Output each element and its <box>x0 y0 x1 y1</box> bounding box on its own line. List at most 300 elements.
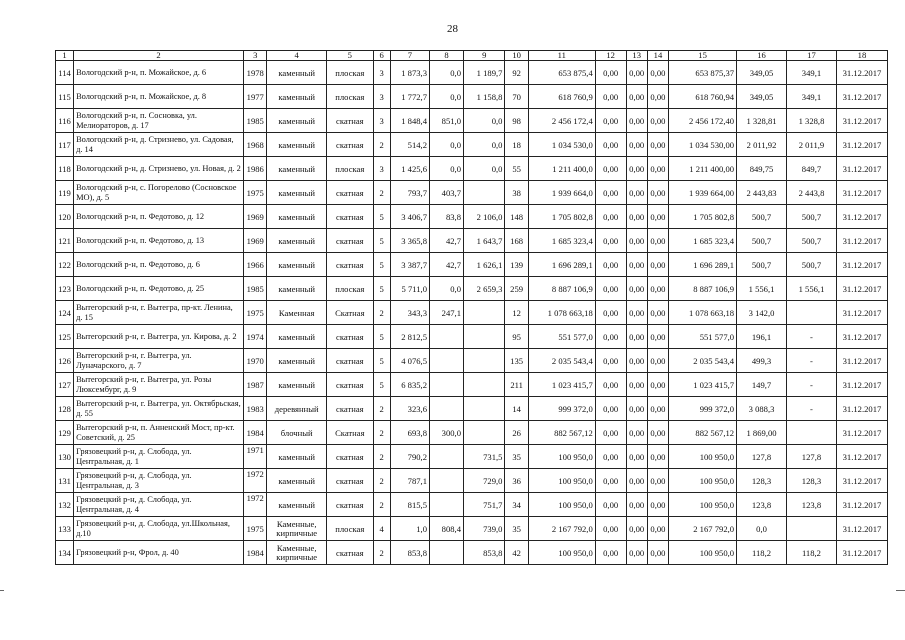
cell-col12-value: 0,00 <box>595 181 626 205</box>
cell-floors: 2 <box>373 301 390 325</box>
cell-deadline-date: 31.12.2017 <box>836 301 887 325</box>
cell-area-col8 <box>430 445 464 469</box>
cell-total-cost: 999 372,0 <box>669 397 737 421</box>
cell-deadline-date: 31.12.2017 <box>836 109 887 133</box>
cell-address: Вологодский р-н, п. Федотово, д. 12 <box>74 205 244 229</box>
table-row <box>56 157 888 181</box>
cell-col13-value: 0,00 <box>626 421 647 445</box>
cell-total-cost: 2 035 543,4 <box>669 349 737 373</box>
table-row <box>56 421 888 445</box>
cell-col12-value: 0,00 <box>595 205 626 229</box>
cell-area-col8: 0,0 <box>430 85 464 109</box>
cell-col14-value: 0,00 <box>647 301 668 325</box>
cell-area-col9: 1 643,7 <box>464 229 505 253</box>
cell-floors: 2 <box>373 421 390 445</box>
cell-year-built: 1975 <box>244 517 267 541</box>
column-header-1: 1 <box>56 51 74 61</box>
column-header-9: 9 <box>464 51 505 61</box>
cell-wall-material: каменный <box>267 445 327 469</box>
cell-deadline-date: 31.12.2017 <box>836 325 887 349</box>
cell-total-cost: 1 705 802,8 <box>669 205 737 229</box>
housing-registry-table <box>55 50 888 565</box>
cell-total-area: 3 406,7 <box>390 205 429 229</box>
cell-deadline-date: 31.12.2017 <box>836 277 887 301</box>
cell-area-col8 <box>430 325 464 349</box>
table-row <box>56 397 888 421</box>
cell-col12-value: 0,00 <box>595 109 626 133</box>
cell-cost-per-sqm: 3 088,3 <box>737 397 787 421</box>
page-edge-left <box>0 590 4 591</box>
cell-col12-value: 0,00 <box>595 445 626 469</box>
cell-cost: 618 760,9 <box>528 85 595 109</box>
cell-deadline-date: 31.12.2017 <box>836 349 887 373</box>
cell-residents: 14 <box>505 397 528 421</box>
cell-year-built: 1987 <box>244 373 267 397</box>
cell-year-built: 1975 <box>244 181 267 205</box>
cell-roof-type: скатная <box>326 229 373 253</box>
cell-roof-type: плоская <box>326 277 373 301</box>
cell-total-cost: 1 034 530,00 <box>669 133 737 157</box>
cell-deadline-date: 31.12.2017 <box>836 229 887 253</box>
cell-area-col8: 0,0 <box>430 61 464 85</box>
cell-floors: 3 <box>373 85 390 109</box>
cell-area-col8: 0,0 <box>430 133 464 157</box>
cell-col13-value: 0,00 <box>626 493 647 517</box>
cell-wall-material: каменный <box>267 253 327 277</box>
cell-limit-value: 500,7 <box>787 229 837 253</box>
column-header-12: 12 <box>595 51 626 61</box>
column-header-15: 15 <box>669 51 737 61</box>
cell-col14-value: 0,00 <box>647 373 668 397</box>
cell-roof-type: плоская <box>326 61 373 85</box>
cell-limit-value: 500,7 <box>787 205 837 229</box>
cell-col14-value: 0,00 <box>647 541 668 565</box>
cell-residents: 18 <box>505 133 528 157</box>
cell-wall-material: каменный <box>267 373 327 397</box>
cell-total-cost: 8 887 106,9 <box>669 277 737 301</box>
cell-cost: 2 456 172,4 <box>528 109 595 133</box>
cell-limit-value <box>787 517 837 541</box>
cell-area-col9: 739,0 <box>464 517 505 541</box>
cell-area-col8: 0,0 <box>430 157 464 181</box>
cell-roof-type: плоская <box>326 85 373 109</box>
cell-col12-value: 0,00 <box>595 421 626 445</box>
cell-row-number: 125 <box>56 325 74 349</box>
cell-address: Вологодский р-н, п. Можайское, д. 8 <box>74 85 244 109</box>
cell-residents: 92 <box>505 61 528 85</box>
cell-cost: 100 950,0 <box>528 493 595 517</box>
table-row <box>56 253 888 277</box>
cell-col13-value: 0,00 <box>626 277 647 301</box>
cell-year-built: 1975 <box>244 301 267 325</box>
cell-col13-value: 0,00 <box>626 373 647 397</box>
cell-total-area: 787,1 <box>390 469 429 493</box>
cell-col14-value: 0,00 <box>647 469 668 493</box>
cell-area-col9: 853,8 <box>464 541 505 565</box>
column-header-10: 10 <box>505 51 528 61</box>
cell-col12-value: 0,00 <box>595 493 626 517</box>
cell-residents: 168 <box>505 229 528 253</box>
cell-col14-value: 0,00 <box>647 85 668 109</box>
cell-col13-value: 0,00 <box>626 205 647 229</box>
cell-col13-value: 0,00 <box>626 397 647 421</box>
cell-row-number: 126 <box>56 349 74 373</box>
cell-total-area: 693,8 <box>390 421 429 445</box>
cell-wall-material: деревянный <box>267 397 327 421</box>
cell-address: Вологодский р-н, п. Сосновка, ул. Мелиораторов, д. 17 <box>74 109 244 133</box>
cell-address: Вытегорский р-н, г. Вытегра, ул. Октябрьская, д. 55 <box>74 397 244 421</box>
cell-col13-value: 0,00 <box>626 157 647 181</box>
cell-area-col9: 0,0 <box>464 157 505 181</box>
column-header-18: 18 <box>836 51 887 61</box>
cell-address: Грязовецкий р-н, д. Слобода, ул. Центральная, д. 1 <box>74 445 244 469</box>
cell-area-col9: 751,7 <box>464 493 505 517</box>
cell-wall-material: каменный <box>267 229 327 253</box>
cell-col14-value: 0,00 <box>647 229 668 253</box>
cell-limit-value: - <box>787 325 837 349</box>
cell-limit-value: 1 328,8 <box>787 109 837 133</box>
cell-roof-type: скатная <box>326 469 373 493</box>
cell-year-built: 1970 <box>244 349 267 373</box>
cell-total-area: 343,3 <box>390 301 429 325</box>
cell-area-col8: 403,7 <box>430 181 464 205</box>
cell-residents: 98 <box>505 109 528 133</box>
cell-deadline-date: 31.12.2017 <box>836 157 887 181</box>
cell-year-built: 1972 <box>244 469 267 493</box>
cell-col12-value: 0,00 <box>595 157 626 181</box>
cell-floors: 5 <box>373 229 390 253</box>
cell-col13-value: 0,00 <box>626 133 647 157</box>
cell-area-col9: 2 106,0 <box>464 205 505 229</box>
cell-total-cost: 653 875,37 <box>669 61 737 85</box>
cell-roof-type: скатная <box>326 205 373 229</box>
cell-year-built: 1985 <box>244 109 267 133</box>
cell-wall-material: Каменная <box>267 301 327 325</box>
cell-cost: 1 939 664,0 <box>528 181 595 205</box>
cell-year-built: 1984 <box>244 421 267 445</box>
cell-cost: 1 023 415,7 <box>528 373 595 397</box>
column-header-13: 13 <box>626 51 647 61</box>
column-header-5: 5 <box>326 51 373 61</box>
cell-area-col9: 731,5 <box>464 445 505 469</box>
cell-total-cost: 100 950,0 <box>669 493 737 517</box>
cell-area-col9: 1 189,7 <box>464 61 505 85</box>
cell-area-col9 <box>464 301 505 325</box>
cell-row-number: 119 <box>56 181 74 205</box>
table-row <box>56 85 888 109</box>
cell-floors: 3 <box>373 157 390 181</box>
cell-total-cost: 100 950,0 <box>669 469 737 493</box>
cell-total-cost: 618 760,94 <box>669 85 737 109</box>
cell-col14-value: 0,00 <box>647 493 668 517</box>
cell-col14-value: 0,00 <box>647 253 668 277</box>
cell-limit-value: 349,1 <box>787 85 837 109</box>
cell-total-area: 790,2 <box>390 445 429 469</box>
cell-total-cost: 2 456 172,40 <box>669 109 737 133</box>
cell-cost-per-sqm: 849,75 <box>737 157 787 181</box>
table-row <box>56 277 888 301</box>
cell-residents: 259 <box>505 277 528 301</box>
cell-area-col8: 851,0 <box>430 109 464 133</box>
column-header-6: 6 <box>373 51 390 61</box>
cell-limit-value: 127,8 <box>787 445 837 469</box>
cell-total-area: 1,0 <box>390 517 429 541</box>
cell-roof-type: скатная <box>326 181 373 205</box>
cell-total-cost: 1 939 664,00 <box>669 181 737 205</box>
cell-floors: 2 <box>373 493 390 517</box>
cell-area-col8 <box>430 373 464 397</box>
cell-address: Вологодский р-н, д. Стризнево, ул. Садовая, д. 14 <box>74 133 244 157</box>
table-row <box>56 229 888 253</box>
table-row <box>56 541 888 565</box>
cell-deadline-date: 31.12.2017 <box>836 469 887 493</box>
cell-cost-per-sqm: 3 142,0 <box>737 301 787 325</box>
cell-cost: 100 950,0 <box>528 469 595 493</box>
cell-wall-material: каменный <box>267 61 327 85</box>
cell-floors: 2 <box>373 445 390 469</box>
cell-limit-value <box>787 421 837 445</box>
column-header-4: 4 <box>267 51 327 61</box>
cell-residents: 148 <box>505 205 528 229</box>
cell-col14-value: 0,00 <box>647 205 668 229</box>
cell-wall-material: блочный <box>267 421 327 445</box>
table-row <box>56 133 888 157</box>
cell-year-built: 1974 <box>244 325 267 349</box>
cell-total-area: 5 711,0 <box>390 277 429 301</box>
cell-area-col9: 2 659,3 <box>464 277 505 301</box>
cell-cost-per-sqm: 500,7 <box>737 229 787 253</box>
cell-address: Вологодский р-н, п. Федотово, д. 6 <box>74 253 244 277</box>
cell-limit-value: 2 443,8 <box>787 181 837 205</box>
cell-deadline-date: 31.12.2017 <box>836 181 887 205</box>
cell-row-number: 122 <box>56 253 74 277</box>
cell-floors: 2 <box>373 469 390 493</box>
table-row <box>56 469 888 493</box>
cell-total-area: 1 425,6 <box>390 157 429 181</box>
cell-area-col8: 247,1 <box>430 301 464 325</box>
cell-deadline-date: 31.12.2017 <box>836 517 887 541</box>
cell-cost-per-sqm: 349,05 <box>737 85 787 109</box>
cell-wall-material: каменный <box>267 157 327 181</box>
cell-area-col9: 1 158,8 <box>464 85 505 109</box>
cell-floors: 2 <box>373 181 390 205</box>
cell-limit-value: - <box>787 397 837 421</box>
cell-year-built: 1966 <box>244 253 267 277</box>
cell-cost-per-sqm: 500,7 <box>737 205 787 229</box>
cell-total-area: 514,2 <box>390 133 429 157</box>
cell-row-number: 115 <box>56 85 74 109</box>
cell-cost-per-sqm: 128,3 <box>737 469 787 493</box>
cell-area-col9 <box>464 325 505 349</box>
cell-wall-material: каменный <box>267 181 327 205</box>
column-header-2: 2 <box>74 51 244 61</box>
cell-total-area: 3 387,7 <box>390 253 429 277</box>
cell-address: Вытегорский р-н, г. Вытегра, пр-кт. Ленина, д. 15 <box>74 301 244 325</box>
cell-roof-type: Скатная <box>326 301 373 325</box>
cell-limit-value: 349,1 <box>787 61 837 85</box>
cell-residents: 26 <box>505 421 528 445</box>
cell-total-cost: 1 023 415,7 <box>669 373 737 397</box>
cell-area-col8: 42,7 <box>430 253 464 277</box>
cell-limit-value: 128,3 <box>787 469 837 493</box>
cell-area-col9: 729,0 <box>464 469 505 493</box>
cell-total-cost: 1 078 663,18 <box>669 301 737 325</box>
cell-col14-value: 0,00 <box>647 517 668 541</box>
cell-total-cost: 1 685 323,4 <box>669 229 737 253</box>
cell-cost-per-sqm: 118,2 <box>737 541 787 565</box>
cell-col13-value: 0,00 <box>626 85 647 109</box>
column-header-17: 17 <box>787 51 837 61</box>
cell-floors: 5 <box>373 325 390 349</box>
column-header-14: 14 <box>647 51 668 61</box>
cell-cost: 1 705 802,8 <box>528 205 595 229</box>
cell-cost: 1 078 663,18 <box>528 301 595 325</box>
cell-cost: 1 685 323,4 <box>528 229 595 253</box>
column-header-16: 16 <box>737 51 787 61</box>
cell-cost: 551 577,0 <box>528 325 595 349</box>
cell-col13-value: 0,00 <box>626 253 647 277</box>
table-row <box>56 445 888 469</box>
cell-area-col8: 300,0 <box>430 421 464 445</box>
cell-roof-type: скатная <box>326 133 373 157</box>
cell-area-col9 <box>464 373 505 397</box>
cell-total-area: 1 772,7 <box>390 85 429 109</box>
cell-row-number: 120 <box>56 205 74 229</box>
cell-year-built: 1983 <box>244 397 267 421</box>
cell-address: Грязовецкий р-н, д. Слобода, ул. Центральная, д. 3 <box>74 469 244 493</box>
cell-address: Вологодский р-н, с. Погорелово (Сосновское МО), д. 5 <box>74 181 244 205</box>
cell-cost-per-sqm: 499,3 <box>737 349 787 373</box>
cell-row-number: 134 <box>56 541 74 565</box>
table-row <box>56 61 888 85</box>
cell-residents: 35 <box>505 445 528 469</box>
cell-roof-type: скатная <box>326 325 373 349</box>
cell-cost: 653 875,4 <box>528 61 595 85</box>
cell-floors: 2 <box>373 397 390 421</box>
cell-residents: 34 <box>505 493 528 517</box>
cell-cost: 2 035 543,4 <box>528 349 595 373</box>
cell-area-col9: 1 626,1 <box>464 253 505 277</box>
cell-col12-value: 0,00 <box>595 397 626 421</box>
cell-year-built: 1972 <box>244 493 267 517</box>
cell-floors: 5 <box>373 253 390 277</box>
cell-col14-value: 0,00 <box>647 325 668 349</box>
cell-year-built: 1969 <box>244 205 267 229</box>
cell-row-number: 128 <box>56 397 74 421</box>
cell-floors: 5 <box>373 373 390 397</box>
table-row <box>56 301 888 325</box>
cell-address: Грязовецкий р-н, д. Слобода, ул.Школьная, д.10 <box>74 517 244 541</box>
cell-address: Вологодский р-н, п. Федотово, д. 25 <box>74 277 244 301</box>
cell-cost: 882 567,12 <box>528 421 595 445</box>
cell-wall-material: каменный <box>267 493 327 517</box>
cell-cost: 999 372,0 <box>528 397 595 421</box>
cell-year-built: 1968 <box>244 133 267 157</box>
cell-deadline-date: 31.12.2017 <box>836 253 887 277</box>
cell-year-built: 1978 <box>244 61 267 85</box>
cell-roof-type: скатная <box>326 349 373 373</box>
cell-col13-value: 0,00 <box>626 517 647 541</box>
cell-residents: 36 <box>505 469 528 493</box>
cell-area-col8 <box>430 493 464 517</box>
cell-limit-value: - <box>787 349 837 373</box>
cell-row-number: 114 <box>56 61 74 85</box>
cell-total-area: 815,5 <box>390 493 429 517</box>
cell-cost: 1 696 289,1 <box>528 253 595 277</box>
cell-year-built: 1985 <box>244 277 267 301</box>
cell-cost-per-sqm: 0,0 <box>737 517 787 541</box>
cell-col13-value: 0,00 <box>626 469 647 493</box>
cell-roof-type: плоская <box>326 157 373 181</box>
cell-address: Вологодский р-н, д. Стризнево, ул. Новая, д. 2 <box>74 157 244 181</box>
cell-cost-per-sqm: 196,1 <box>737 325 787 349</box>
cell-area-col9 <box>464 181 505 205</box>
cell-row-number: 131 <box>56 469 74 493</box>
cell-roof-type: скатная <box>326 541 373 565</box>
cell-total-cost: 2 167 792,0 <box>669 517 737 541</box>
cell-row-number: 133 <box>56 517 74 541</box>
cell-wall-material: каменный <box>267 85 327 109</box>
cell-col14-value: 0,00 <box>647 157 668 181</box>
cell-col12-value: 0,00 <box>595 325 626 349</box>
cell-limit-value: 123,8 <box>787 493 837 517</box>
cell-roof-type: скатная <box>326 445 373 469</box>
cell-total-area: 2 812,5 <box>390 325 429 349</box>
cell-col12-value: 0,00 <box>595 373 626 397</box>
table-row <box>56 373 888 397</box>
cell-col12-value: 0,00 <box>595 85 626 109</box>
cell-wall-material: Каменные, кирпичные <box>267 541 327 565</box>
cell-residents: 95 <box>505 325 528 349</box>
table-row <box>56 205 888 229</box>
cell-cost-per-sqm: 149,7 <box>737 373 787 397</box>
cell-wall-material: каменный <box>267 469 327 493</box>
cell-deadline-date: 31.12.2017 <box>836 541 887 565</box>
cell-cost: 1 034 530,0 <box>528 133 595 157</box>
cell-total-cost: 1 696 289,1 <box>669 253 737 277</box>
table-row <box>56 181 888 205</box>
cell-total-area: 1 848,4 <box>390 109 429 133</box>
table-row <box>56 493 888 517</box>
cell-col13-value: 0,00 <box>626 61 647 85</box>
cell-cost-per-sqm: 2 443,83 <box>737 181 787 205</box>
cell-row-number: 117 <box>56 133 74 157</box>
cell-row-number: 124 <box>56 301 74 325</box>
cell-deadline-date: 31.12.2017 <box>836 205 887 229</box>
cell-col14-value: 0,00 <box>647 133 668 157</box>
cell-wall-material: каменный <box>267 277 327 301</box>
cell-area-col8 <box>430 349 464 373</box>
cell-floors: 5 <box>373 205 390 229</box>
cell-roof-type: плоская <box>326 517 373 541</box>
cell-col12-value: 0,00 <box>595 541 626 565</box>
cell-wall-material: каменный <box>267 205 327 229</box>
cell-area-col8: 808,4 <box>430 517 464 541</box>
cell-roof-type: скатная <box>326 493 373 517</box>
table-row <box>56 325 888 349</box>
cell-roof-type: скатная <box>326 253 373 277</box>
cell-cost: 1 211 400,0 <box>528 157 595 181</box>
cell-col14-value: 0,00 <box>647 61 668 85</box>
cell-residents: 135 <box>505 349 528 373</box>
cell-row-number: 129 <box>56 421 74 445</box>
cell-wall-material: каменный <box>267 349 327 373</box>
cell-limit-value <box>787 301 837 325</box>
cell-col13-value: 0,00 <box>626 109 647 133</box>
cell-floors: 3 <box>373 61 390 85</box>
cell-cost-per-sqm: 349,05 <box>737 61 787 85</box>
cell-col12-value: 0,00 <box>595 301 626 325</box>
